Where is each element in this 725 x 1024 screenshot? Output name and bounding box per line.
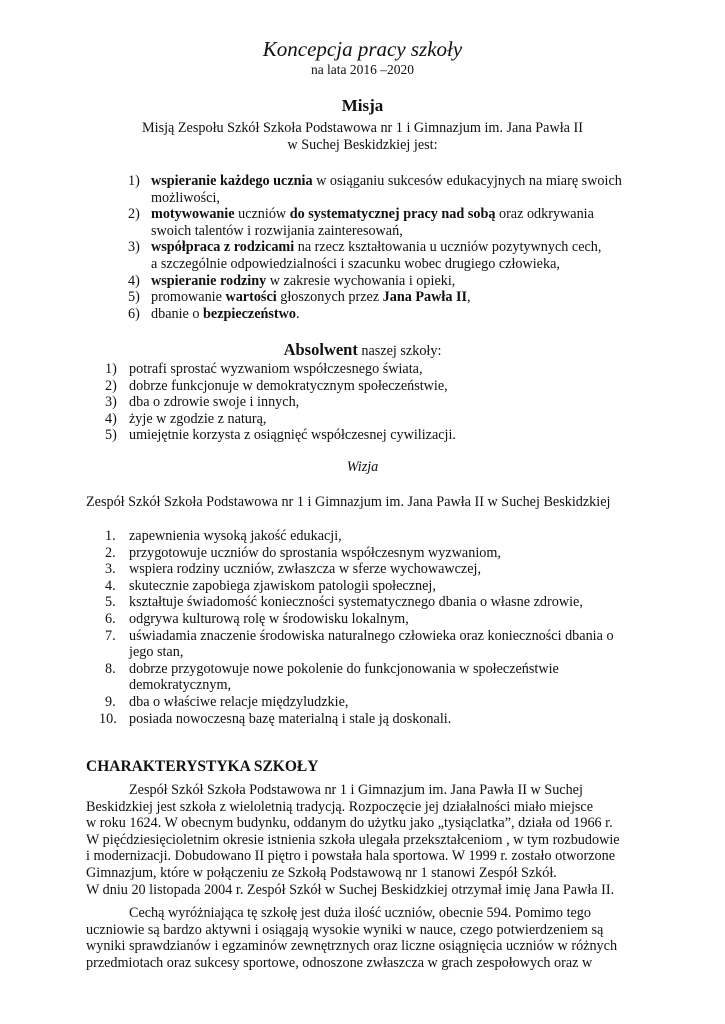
document-title: Koncepcja pracy szkoły (262, 37, 463, 61)
item-text: dba o zdrowie swoje i innych, (129, 394, 300, 411)
paragraph (86, 905, 633, 971)
item-text: możliwości, (151, 189, 220, 206)
item-text: kształtuje świadomość konieczności systematycznego dbania o własne zdrowie, (129, 594, 583, 611)
section-heading-wizja: Wizja (346, 459, 379, 475)
list-item (105, 528, 645, 545)
item-text: swoich talentów i rozwijania zainteresowań, (151, 222, 403, 239)
list-number: 8. (105, 660, 116, 677)
item-text: w osiąganiu sukcesów edukacyjnych na miarę swoich (312, 173, 622, 189)
section-heading-absolwent (0, 342, 725, 360)
document-subtitle: na lata 2016 –2020 (310, 62, 415, 77)
list-item (105, 628, 645, 661)
list-item (105, 661, 645, 694)
bold-text: współpraca z rodzicami (151, 239, 295, 256)
list-item (105, 394, 665, 411)
bold-text: wspieranie każdego ucznia (151, 173, 313, 189)
wizja-list (99, 528, 645, 727)
list-number: 1) (128, 173, 140, 189)
item-text: promowanie (151, 289, 226, 306)
list-item (105, 427, 665, 444)
paragraph-line: w roku 1624. W obecnym budynku, oddanym do użytku jako „tysiąclatka”, działa od 1966 r. (86, 815, 613, 832)
paragraph-line: W dniu 20 listopada 2004 r. Zespół Szkół w Suchej Beskidzkiej otrzymał imię Jana Pawła II. (86, 881, 615, 898)
list-item (105, 378, 665, 395)
paragraph-line: Beskidzkiej jest szkoła z wieloletnią tradycją. Rozpoczęcie jej działalności miało miejsce (86, 798, 594, 815)
item-text: uświadamia znaczenie środowiska naturalnego człowieka oraz konieczności dbania o (129, 627, 614, 644)
section-heading-misja: Misja (341, 96, 384, 115)
item-text: głoszonych przez (276, 289, 383, 306)
paragraph-line: Zespół Szkół Szkoła Podstawowa nr 1 i Gimnazjum im. Jana Pawła II w Suchej (129, 782, 583, 798)
list-number: 9. (105, 693, 116, 710)
list-item (110, 273, 650, 290)
list-item (105, 545, 645, 562)
item-text: w zakresie wychowania i opieki, (266, 272, 456, 289)
item-text: potrafi sprostać wyzwaniom współczesnego świata, (129, 361, 423, 377)
item-text: dobrze funkcjonuje w demokratycznym społeczeństwie, (129, 377, 448, 394)
list-number: 3) (128, 239, 140, 256)
list-number: 2) (105, 377, 117, 394)
item-text: demokratycznym, (129, 677, 232, 694)
heading-rest: naszej szkoły: (357, 343, 442, 359)
list-number: 10. (99, 710, 117, 727)
list-item (110, 206, 650, 239)
list-item (105, 594, 645, 611)
paragraph-line: W pięćdziesięcioletnim okresie istnienia szkoła ulegała przekształceniom , w tym rozbudowie (86, 831, 620, 848)
list-number: 4) (128, 272, 140, 289)
misja-intro-line: w Suchej Beskidzkiej jest: (287, 136, 438, 153)
bold-text: bezpieczeństwo (203, 305, 296, 322)
item-text: wspiera rodziny uczniów, zwłaszcza w sferze wychowawczej, (129, 561, 482, 578)
bold-text: do systematycznej pracy nad sobą (289, 206, 496, 223)
item-text: odgrywa kulturową rolę w środowisku lokalnym, (129, 610, 409, 627)
item-text: dobrze przygotowuje nowe pokolenie do funkcjonowania w społeczeństwie (129, 660, 559, 677)
paragraph-line: przedmiotach oraz sukcesy sportowe, odnoszone zwłaszcza w grach zespołowych oraz w (86, 954, 593, 971)
item-text: a szczególnie odpowiedzialności i szacunku wobec drugiego człowieka, (151, 255, 560, 272)
list-number: 5. (105, 594, 116, 611)
paragraph-line: Cechą wyróżniająca tę szkołę jest duża ilość uczniów, obecnie 594. Pomimo tego (129, 905, 591, 921)
bold-text: Absolwent (283, 340, 358, 359)
section-heading-charakterystyka: CHARAKTERYSTYKA SZKOŁY (86, 758, 319, 775)
list-item (110, 173, 650, 206)
list-item (105, 561, 645, 578)
list-number: 2) (128, 206, 140, 223)
list-item (105, 611, 645, 628)
misja-list (110, 173, 650, 322)
item-text: skutecznie zapobiega zjawiskom patologii społecznej, (129, 577, 436, 594)
item-text: żyje w zgodzie z naturą, (129, 410, 267, 427)
item-text: na rzecz kształtowania u uczniów pozytywnych cech, (294, 239, 602, 256)
list-number: 7. (105, 627, 116, 644)
list-item (105, 694, 645, 711)
list-number: 6) (128, 305, 140, 322)
item-text: oraz odkrywania (495, 206, 594, 223)
item-text: jego stan, (129, 644, 184, 661)
list-item (99, 710, 645, 728)
list-number: 3) (105, 394, 117, 411)
list-number: 2. (105, 544, 116, 561)
list-item (105, 411, 665, 428)
item-text: przygotowuje uczniów do sprostania współczesnym wyzwaniom, (129, 544, 501, 561)
list-item (110, 289, 650, 306)
list-number: 5) (128, 289, 140, 306)
item-text: umiejętnie korzysta z osiągnięć współczesnej cywilizacji. (129, 427, 456, 444)
list-item (105, 578, 645, 595)
bold-text: wartości (225, 289, 277, 306)
list-item (110, 239, 650, 272)
list-number: 3. (105, 561, 116, 578)
item-text: dba o właściwe relacje międzyludzkie, (129, 693, 349, 710)
list-number: 1. (105, 528, 116, 544)
list-item (105, 361, 665, 378)
absolwent-list (105, 361, 665, 444)
item-text: zapewnienia wysoką jakość edukacji, (129, 528, 342, 544)
list-item (110, 306, 650, 323)
misja-intro-line: Misją Zespołu Szkół Szkoła Podstawowa nr 1 i Gimnazjum im. Jana Pawła II (142, 120, 583, 136)
bold-text: Jana Pawła II (382, 289, 468, 306)
item-text: . (296, 305, 300, 322)
bold-text: wspieranie rodziny (151, 272, 267, 289)
paragraph (86, 782, 633, 898)
item-text: dbanie o (151, 305, 204, 322)
list-number: 5) (105, 427, 117, 444)
bold-text: motywowanie (151, 206, 235, 223)
paragraph-line: Gimnazjum, które w połączeniu ze Szkołą Podstawową nr 1 stanowi Zespół Szkół. (86, 864, 557, 881)
misja-intro (0, 120, 725, 153)
paragraph-line: uczniowie są bardzo aktywni i osiągają wysokie wyniki w nauce, czego potwierdzeniem są (86, 921, 604, 938)
item-text: uczniów (234, 206, 290, 223)
paragraph-line: i modernizacji. Dobudowano II piętro i powstała hala sportowa. W 1999 r. zostało otworzone (86, 848, 616, 865)
list-number: 6. (105, 610, 116, 627)
item-text: posiada nowoczesną bazę materialną i stale ją doskonali. (129, 710, 452, 727)
item-text: , (467, 289, 471, 306)
paragraph-line: wyniki sprawdzianów i egzaminów zewnętrznych oraz liczne osiągnięcia uczniów w różnych (86, 938, 618, 955)
list-number: 4) (105, 410, 117, 427)
list-number: 4. (105, 577, 116, 594)
wizja-intro: Zespół Szkół Szkoła Podstawowa nr 1 i Gimnazjum im. Jana Pawła II w Suchej Beskidzkiej (86, 494, 611, 510)
list-number: 1) (105, 361, 117, 377)
